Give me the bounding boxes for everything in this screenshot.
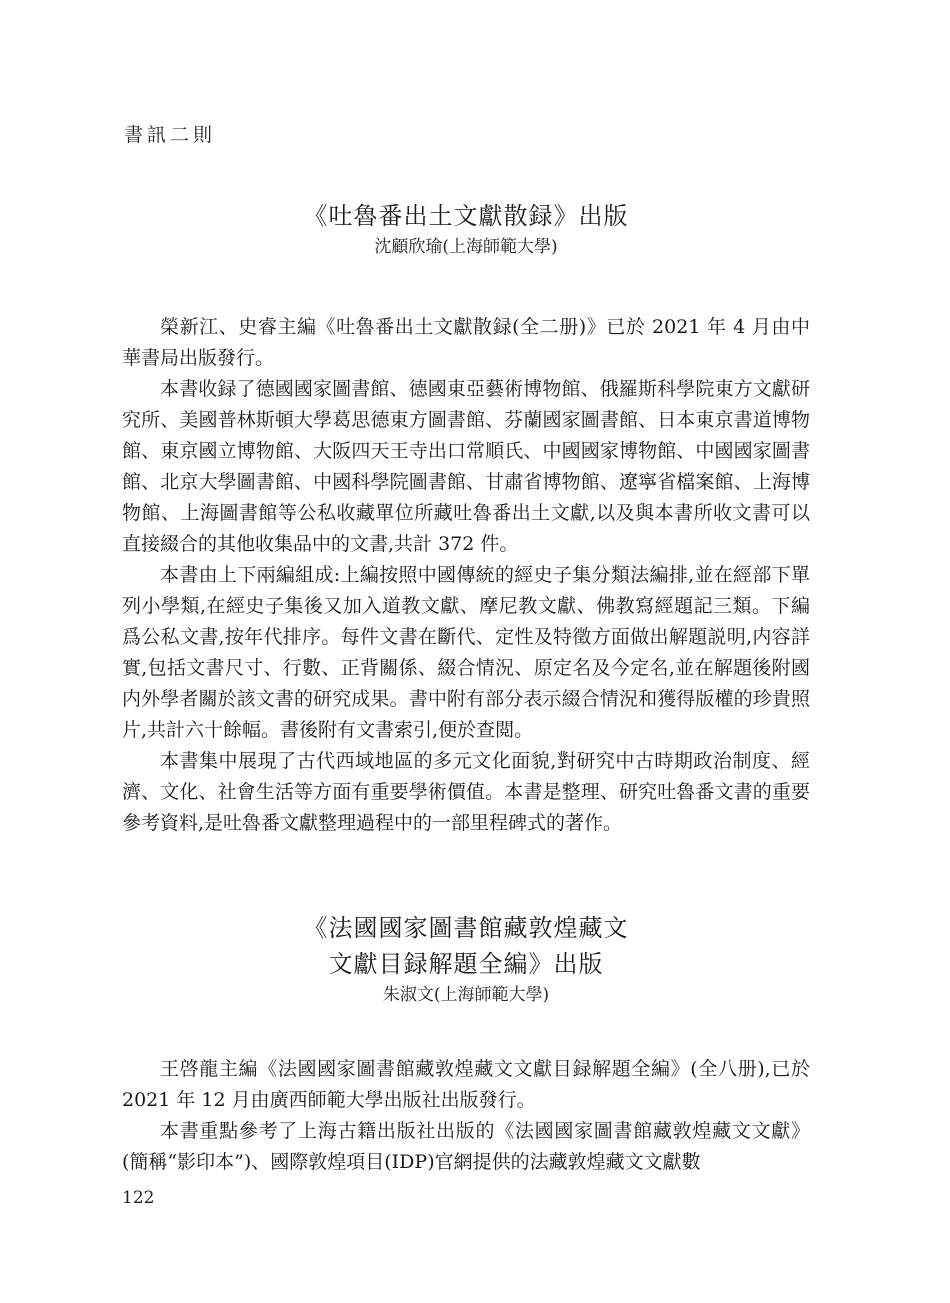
article-1-paragraph-1: 榮新江、史睿主編《吐魯番出土文獻散録(全二册)》已於 2021 年 4 月由中華書局出版發行。	[122, 316, 810, 369]
running-head: 書訊二則	[124, 124, 217, 146]
article-2-title-line-2: 文獻目録解題全編》出版	[328, 950, 604, 978]
article-1-paragraph-3: 本書由上下兩編組成:上編按照中國傳統的經史子集分類法編排,並在經部下單列小學類,在經史子集後又加入道教文獻、摩尼教文獻、佛教寫經題記三類。下編爲公私文書,按年代排序。每件文書在斷代、定性及特徵方面做出解題説明,内容詳實,包括文書尺寸、行數、正背關係、綴合情況、原定名及今定名,並在解題後附國内外學者關於該文書的研究成果。書中附有部分表示綴合情況和獲得版權的珍貴照片,共計六十餘幅。書後附有文書索引,便於查閲。	[122, 564, 810, 741]
article-2-body	[122, 1054, 810, 1178]
article-1-author: 沈顧欣瑜(上海師範大學)	[374, 237, 558, 257]
article-1-body	[122, 312, 810, 839]
article-1	[122, 198, 810, 260]
article-2-paragraph-1: 王啓龍主編《法國國家圖書館藏敦煌藏文文獻目録解題全編》(全八册),已於 2021 年 12 月由廣西師範大學出版社出版發行。	[122, 1058, 810, 1111]
article-1-paragraph-2: 本書收録了德國國家圖書館、德國東亞藝術博物館、俄羅斯科學院東方文獻研究所、美國普林斯頓大學葛思德東方圖書館、芬蘭國家圖書館、日本東京書道博物館、東京國立博物館、大阪四天王寺出口常順氏、中國國家博物館、中國國家圖書館、北京大學圖書館、中國科學院圖書館、甘肅省博物館、遼寧省檔案館、上海博物館、上海圖書館等公私收藏單位所藏吐魯番出土文獻,以及與本書所收文書可以直接綴合的其他收集品中的文書,共計 372 件。	[122, 378, 810, 555]
article-1-paragraph-4: 本書集中展現了古代西域地區的多元文化面貌,對研究中古時期政治制度、經濟、文化、社會生活等方面有重要學術價值。本書是整理、研究吐魯番文書的重要參考資料,是吐魯番文獻整理過程中的一部里程碑式的著作。	[122, 750, 810, 834]
article-2-paragraph-2: 本書重點參考了上海古籍出版社出版的《法國國家圖書館藏敦煌藏文文獻》(簡稱“影印本”)、國際敦煌項目(IDP)官網提供的法藏敦煌藏文文獻數	[122, 1120, 810, 1173]
article-2	[122, 910, 810, 1008]
article-1-title: 《吐魯番出土文獻散録》出版	[303, 202, 629, 230]
article-2-author: 朱淑文(上海師範大學)	[382, 985, 550, 1005]
page-number: 122	[122, 1188, 155, 1208]
article-2-title-line-1: 《法國國家圖書館藏敦煌藏文	[303, 914, 629, 942]
